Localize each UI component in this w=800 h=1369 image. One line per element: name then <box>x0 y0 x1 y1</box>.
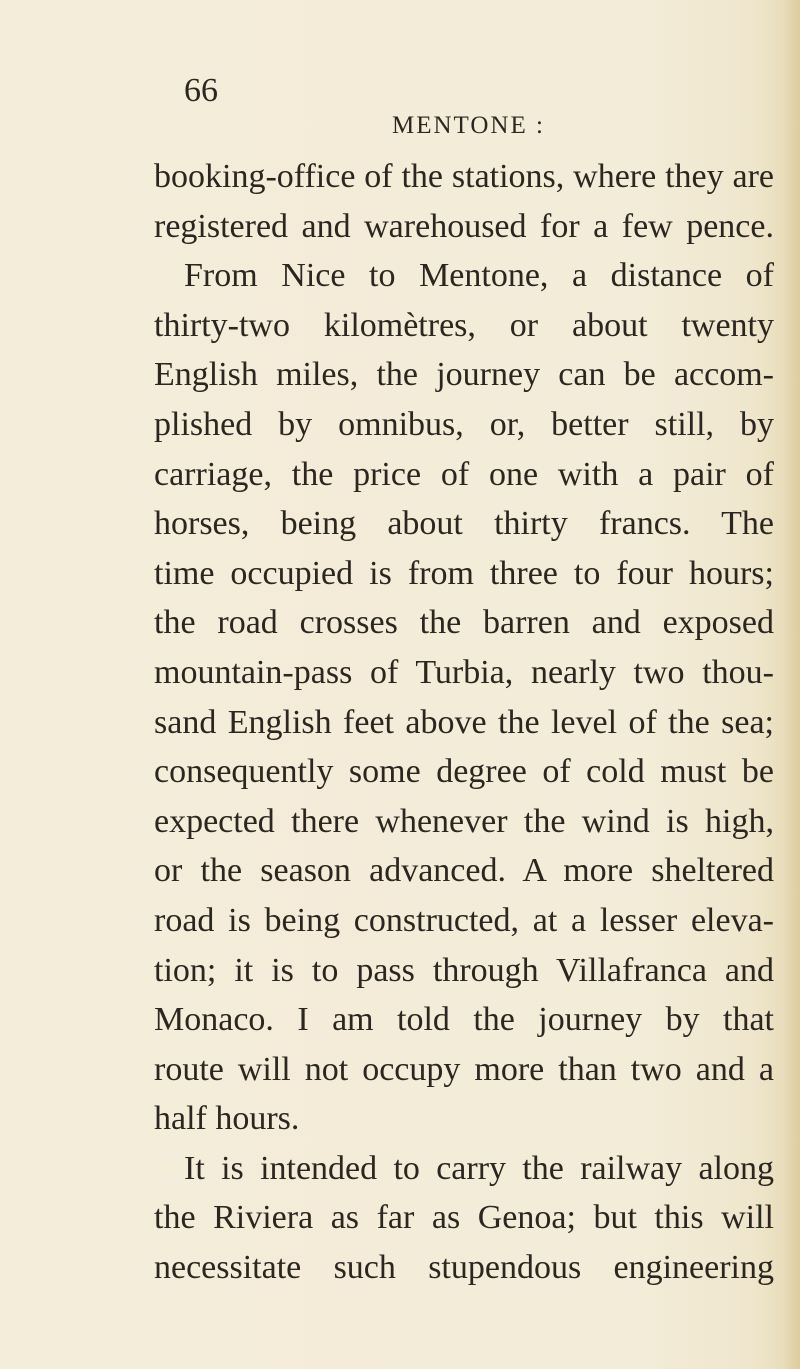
text-line: Monaco. I am told the journey by that <box>154 1001 774 1039</box>
text-line: expected there whenever the wind is high, <box>154 802 774 840</box>
text-line: time occupied is from three to four hours; <box>154 554 774 592</box>
text-line: carriage, the price of one with a pair of <box>154 455 774 493</box>
page-edge-shadow <box>782 0 800 1369</box>
text-line: sand English feet above the level of the sea; <box>154 703 774 741</box>
page-number: 66 <box>184 72 218 109</box>
text-line: road is being constructed, at a lesser eleva- <box>154 901 774 939</box>
text-line: necessitate such stupendous engineering <box>154 1249 774 1287</box>
text-line: plished by omnibus, or, better still, by <box>154 405 774 443</box>
text-line: consequently some degree of cold must be <box>154 753 774 791</box>
text-line: registered and warehoused for a few pence. <box>154 207 774 245</box>
text-line: It is intended to carry the railway along <box>184 1149 774 1187</box>
text-line: horses, being about thirty francs. The <box>154 505 774 543</box>
text-line: booking-office of the stations, where they are <box>154 158 774 195</box>
body-text <box>154 152 774 1293</box>
text-line: tion; it is to pass through Villafranca and <box>154 951 774 989</box>
text-line: or the season advanced. A more sheltered <box>154 852 774 890</box>
text-line: half hours. <box>154 1100 300 1138</box>
text-line: From Nice to Mentone, a distance of <box>184 257 774 295</box>
text-line: mountain-pass of Turbia, nearly two thou- <box>154 653 774 691</box>
text-line: route will not occupy more than two and a <box>154 1050 774 1088</box>
text-line: English miles, the journey can be accom- <box>154 356 774 394</box>
text-line: the Riviera as far as Genoa; but this will <box>154 1199 774 1237</box>
text-line: the road crosses the barren and exposed <box>154 604 774 642</box>
text-line: thirty-two kilomètres, or about twenty <box>154 306 774 344</box>
running-head: MENTONE : <box>392 112 545 139</box>
